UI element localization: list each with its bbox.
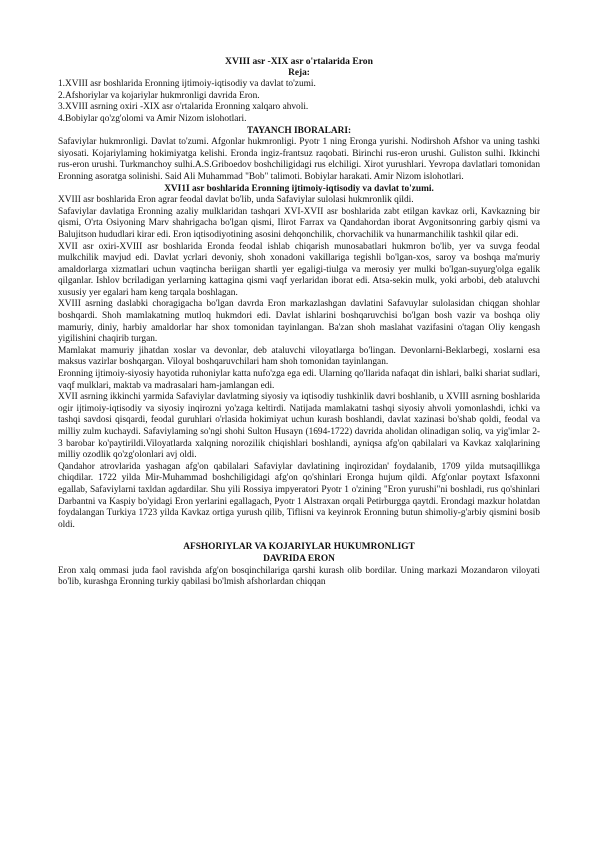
plan-list (58, 79, 540, 125)
tayanch-heading: TAYANCH IBORALARI: (246, 125, 352, 136)
paragraph: Safaviylar davlatiga Eronning azaliy mulklaridan tashqari XVI-XVII asr boshlarida zabt etilgan kavkaz orli, Kavkazning bir qismi, O'rta Osiyoning Marv shahrigacha bo'lgan qismi, Ilirot Farrax va Qandahordan iborat Avgonitsonring garbiy qismi va Balujitson hududlari kirar edi. Eron iqtisodiyotining asosini dehqonchilik, chorvachilik va hunarmanchilik tashkil qilar edi. (58, 206, 540, 240)
paragraph: Eronning ijtimoiy-siyosiy hayotida ruhoniylar katta nufo'zga ega edi. Ularning qo'llarida nafaqat din ishlari, balki shariat sudlari, vaqf mulklari, maktab va madrasalari ham-jamlangan edi. (58, 369, 540, 391)
plan-item: 3.XVIII asrning oxiri -XIX asr o'rtalarida Eronning xalqaro ahvoli. (58, 102, 309, 113)
paragraph: Mamlakat mamuriy jihatdan xoslar va devonlar, deb ataluvchi viloyatlarga bo'lingan. Devonlarni-Beklarbegi, xoslarni esa maksus vazirlar boshqargan. Viloyal boshqaruvchilari ham shoh tomonidan tayinlangan. (58, 345, 540, 368)
paragraph: Eron xalq ommasi juda faol ravishda afg'on bosqinchilariga qarshi kurash olib bordilar. Uning markazi Mozandaron viloyati bo'lib, kurashga Eronning turkiy qabilasi bo'lmish afshorlardan chiqqan (58, 565, 540, 588)
document-title: XVIII asr -XIX asr o'rtalarida Eron (225, 56, 373, 67)
section2-heading: AFSHORIYLAR VA KOJARIYLAR HUKUMRONLIGT (183, 542, 415, 553)
paragraph: XVIII asrning daslabki choragigacha bo'lgan davrda Eron markazlashgan davlatini Safavuylar sulolasidan chiqgan shohlar boshqardi. Shoh mamlakatning mutloq hukmdori edi. Davlat ishlarini boshqaruvchisi bo'lgan bosh vazir va boshqa oliy mamuriy, diniy, harbiy amaldorlar har shox tomonidan tayinlangan. Ba'zan shoh maslahat vazifasini o'tagan Oliy kengash yigilishini chaqirib turgan. (58, 299, 540, 345)
paragraph: XVII asrning ikkinchi yarmida Safaviylar davlatming siyosiy va iqtisodiy tushkinlik davri boshlanib, u XVIII asrning boshlarida ogir ijtimoiy-iqtisodiy va siyosiy inqirozni yo'zaga keltirdi. Natijada mamlakatni tashqi siyosiy ahvoli yomonlashdi, ichki va tashqi savdosi qisqardi, feodal guruhlari o'rlasida hokimiyat uchun kurash boshlandi, davlat xazinasi bo'shab qoldi, feodal va milliy zulm kuchaydi. Safaviylaming so'ngi shohi Sulton Husayn (1694-1722) davrida aholidan olinadigan soliq, va yig'imlar 2-3 barobar ko'paytirildi.Viloyatlarda xalqning norozilik chiqishlari boshlandi, ayniqsa afg'on qabilalari va Kavkaz xalqlarining milliy ozodlik qo'zg'olonlari avj oldi. (58, 392, 540, 461)
tayanch-text: Safaviylar hukmronligi. Davlat to'zumi. Afgonlar hukmronligi. Pyotr 1 ning Eronga yurishi. Nodirshoh Afshor va uning tashki siyosati. Kojariylaming hokimiyatga kelishi. Eronda ingiz-frantsuz raqobati. Birinchi rus-eron urushi. Guliston sulhi. Ikkinchi rus-eron urushi. Turkmanchoy sulhi.A.S.Griboedov boshchiligidagi rus elchiligi. Xirot yurushlari. Yevropa davlatlari tomonidan Eronning asoratga solinishi. Said Ali Muhammad "Bob" talimoti. Bobiylar harakati. Amir Nizom islohotlari. (58, 137, 540, 182)
plan-item: 4.Bobiylar qo'zg'olomi va Amir Nizom islohotlari. (58, 113, 247, 124)
reja-label: Reja: (288, 67, 310, 78)
plan-item: 1.XVIII asr boshlarida Eronning ijtimoiy-iqtisodiy va davlat to'zumi. (58, 79, 316, 90)
plan-item: 2.Afshoriylar va kojariylar hukmronligi davrida Eron. (58, 90, 260, 101)
section1-heading: XVI1I asr boshlarida Eronning ijtimoiy-iqtisodiy va davlat to'zumi. (164, 183, 434, 194)
paragraph: XVII asr oxiri-XVIII asr boshlarida Eronda feodal ishlab chiqarish munosabatlari hukmron bo'lib, yer va suvga feodal mulkchilik mavjud edi. Davlat ycrlari devoniy, shoh xonadoni vakillariga tegishli bo'lgan-xos, saroy va boshqa ma'muriy amaldorlarga xizmatlari uchun vaqtincha beriigan shartli yer egaligi-tiulga va merosiy yer mulki bo'lgan-suyurg'olga egalik qilganlar. Ishlov bcriladigan yerlarning kattagina qismi vaqf yerlaridan iborat edi. Atsa-sekin mulk, yoki arbobi, deb ataluvchi xususiy yer egalari ham keng tarqala boshlagan. (58, 241, 540, 298)
section2-heading-sub: DAVRIDA ERON (263, 553, 335, 564)
paragraph: Qandahor atrovlarida yashagan afg'on qabilalari Safaviylar davlatining inqirozidan' foydalanib, 1709 yilda mutsaqillikga chiqdilar. 1722 yilda Mir-Muhammad boshchiligidagi afg'on qo'shinlari Eronga hujum qildi. Afg'onlar poytaxt Isfaxonni egallab, Safaviylarni taxldan agdardilar. Shu yili Rossiya impyeratori Pyotr 1 o'zining "Eron yurushi"ni boshladi, rus qo'shinlari Darbantni va Kaspiy bo'yidagi Eron yerlarini egallagach, Pyotr 1 Alstraxan orqali Petirburgga qaytdi. Erondagi mazkur holatdan foydalangan Turkiya 1723 yilda Kavkaz ortiga yurush qilib, Tiflisni va keyinrok Eronning butun shimoliy-g'arbiy qismini bosib oldi. (58, 461, 540, 530)
spacer (58, 531, 540, 542)
paragraph: XVIII asr boshlarida Eron agrar feodal davlat bo'lib, unda Safaviylar sulolasi hukmronlik qildi. (58, 195, 414, 206)
